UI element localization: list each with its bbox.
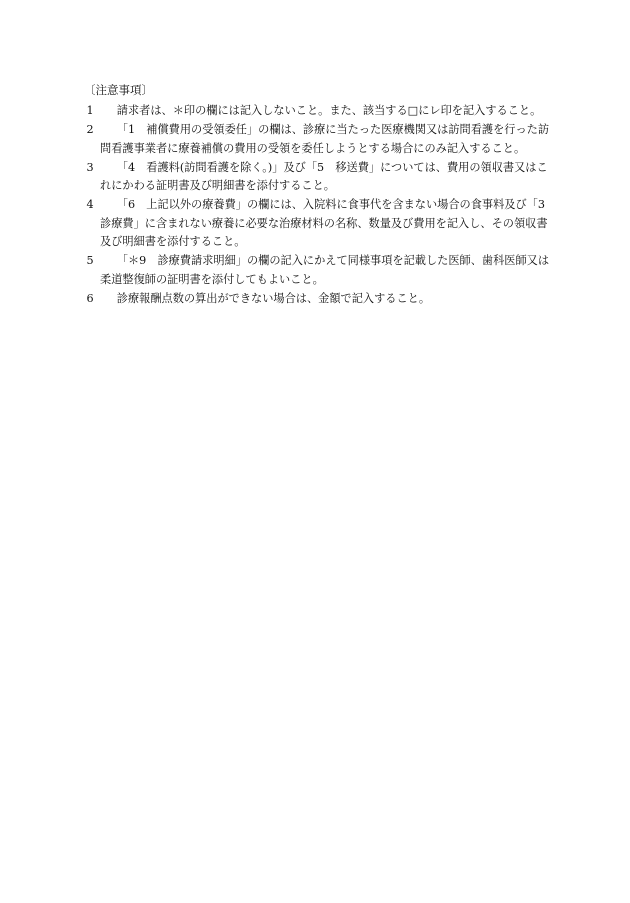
note-text: 「6 上記以外の療養費」の欄には、入院料に食事代を含まない場合の食事料及び「3 診療費」に含まれない療養に必要な治療材料の名称、数量及び費用を記入し、その領収書及び明細書を添付すること。 [100, 198, 557, 248]
note-number: 3 [86, 160, 94, 174]
note-text: 「1 補償費用の受領委任」の欄は、診療に当たった医療機関又は訪問看護を行った訪問看護事業者に療養補償の費用の受領を委任しようとする場合にのみ記入すること。 [100, 123, 550, 155]
note-item-2 [84, 121, 554, 158]
note-number: 1 [86, 104, 94, 117]
note-item-6 [84, 290, 554, 309]
note-item-5 [84, 252, 554, 289]
note-item-4 [84, 196, 557, 252]
note-text: 「＊9 診療費請求明細」の欄の記入にかえて同様事項を記載した医師、歯科医師又は柔道整復師の証明書を添付してもよいこと。 [100, 254, 550, 286]
notes-heading: 〔注意事項〕 [84, 83, 153, 97]
note-number: 6 [86, 291, 94, 305]
note-item-3 [84, 159, 554, 196]
note-number: 5 [86, 254, 94, 267]
note-number: 4 [86, 198, 94, 211]
note-text: 請求者は、＊印の欄には記入しないこと。また、該当する□にレ印を記入すること。 [116, 104, 542, 117]
note-number: 2 [86, 123, 94, 136]
note-text: 「4 看護料(訪問看護を除く。)」及び「5 移送費」については、費用の領収書又はこれにかわる証明書及び明細書を添付すること。 [100, 160, 548, 192]
note-item-1 [84, 102, 554, 121]
notes-list [84, 102, 557, 308]
note-text: 診療報酬点数の算出ができない場合は、金額で記入すること。 [116, 291, 431, 305]
